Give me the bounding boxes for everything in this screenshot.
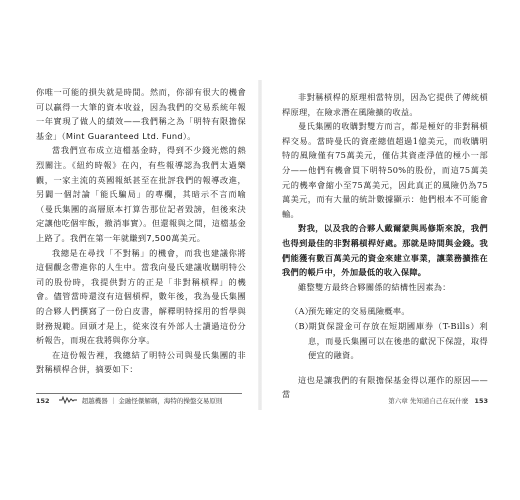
right-paragraph-4: 雖整雙方最終合夥關係的結構性因素為： bbox=[298, 281, 451, 292]
left-footer bbox=[36, 396, 222, 406]
left-paragraph-1: 你唯一可能的損失就是時間。然而，你卻有很大的機會可以贏得一大筆的資本收益，因為我們的交易系統年報一年實現了做人的績效——我們稱之為「明特有限擔保基金」（Mint Guaranteed Ltd. Fund）。 bbox=[36, 87, 246, 141]
left-page-body bbox=[36, 85, 246, 377]
left-footer-book-title: 金融怪傑解碼，海特的操盤交易原則 bbox=[118, 397, 223, 405]
list-item bbox=[290, 304, 488, 319]
left-footer-series: 超越機器 bbox=[81, 397, 108, 405]
right-paragraph-3: 對我，以及我的合夥人戴爾蒙與馬修斯來說，我們也得到最佳的非對稱槓桿好處。那就是時間與金錢。我們能獲有數百萬美元的資金來建立事業，讓業務擴推在我們的帳戶中，外加最低的收入保障。 bbox=[282, 223, 488, 278]
right-footer-chapter-title: 先知道自己在玩什麼 bbox=[409, 397, 469, 405]
right-paragraph-2: 曼氏集團的收購對雙方而言，都是極好的非對稱槓桿交易。當時曼氏的資產總值超過1億美元，而收購明特的風險僅有75萬美元，僅佔其資產淨值的極小一部分——他們有機會買下明特50%的股份，而這75萬美元的機率會縮小至75萬美元，因此真正的風險仍為75萬美元，而有大量的統計數據顯示：他們根本不可能會輸。 bbox=[282, 121, 488, 219]
list-item-label: （A） bbox=[290, 306, 314, 317]
left-paragraph-4: 在這份報告裡，我總結了明特公司與曼氏集團的非對稱槓桿合併，摘要如下： bbox=[36, 349, 246, 375]
left-page bbox=[0, 0, 258, 500]
waveform-icon bbox=[59, 396, 77, 406]
right-page bbox=[262, 0, 520, 500]
right-paragraph-1: 非對稱槓桿的原理相當特別，因為它提供了傳統槓桿原理，在險求潛在風險擴的收益。 bbox=[282, 92, 488, 117]
right-footer bbox=[388, 396, 488, 405]
list-item-text: 預先確定的交易風險概率。 bbox=[308, 306, 410, 317]
left-paragraph-3: 我總是在尋找「不對稱」的機會，而我也建議你將這個觀念帶進你的人生中。當我向曼氏建議收購明特公司的股份時，我提供對方的正是「非對稱槓桿」的機會。儘管當時還沒有這個槓桿，數年後，我為曼氏集團的合夥人們撰寫了一份白皮書，解釋明特採用的哲學與財務規範。回頭才是上，從來沒有外部人士讀過這份分析報告，而現在我將與你分享。 bbox=[36, 247, 246, 346]
structural-factors-list bbox=[290, 304, 488, 362]
left-footer-separator: ｜ bbox=[109, 397, 117, 405]
list-item bbox=[290, 319, 488, 363]
left-footer-rule bbox=[36, 393, 242, 394]
right-page-number: 153 bbox=[474, 397, 488, 405]
right-paragraph-5: 這也是讓我們的有限擔保基金得以運作的原因——當 bbox=[282, 374, 488, 400]
list-item-label: （B） bbox=[290, 320, 314, 331]
left-paragraph-2: 當我們宣布成立這檔基金時，得到不少錢光燃的熱烈關注。《紐約時報》在內，有些報導認為我們太過樂觀，一家主流的英國報紙甚至在批評我們的報導改進，另闢一個討論「能氏騙局」的專欄，其暗示不言而喻（曼氏集團的高層原本打算告那位記者毀謗，但後來決定讓他吃個牢飯，撤消事實）。但還報與之間，這檔基金上路了。我們在第一年就賺到7,500萬美元。 bbox=[36, 145, 246, 243]
right-page-body bbox=[282, 90, 488, 402]
left-page-number: 152 bbox=[36, 397, 50, 405]
list-item-text: 期貨保證金可存放在短期國庫券（T-Bills）利息，而曼氏集團可以在後患的獻況下保證，取得便宜的融資。 bbox=[308, 320, 488, 361]
right-footer-chapter: 第六章 bbox=[388, 397, 408, 405]
